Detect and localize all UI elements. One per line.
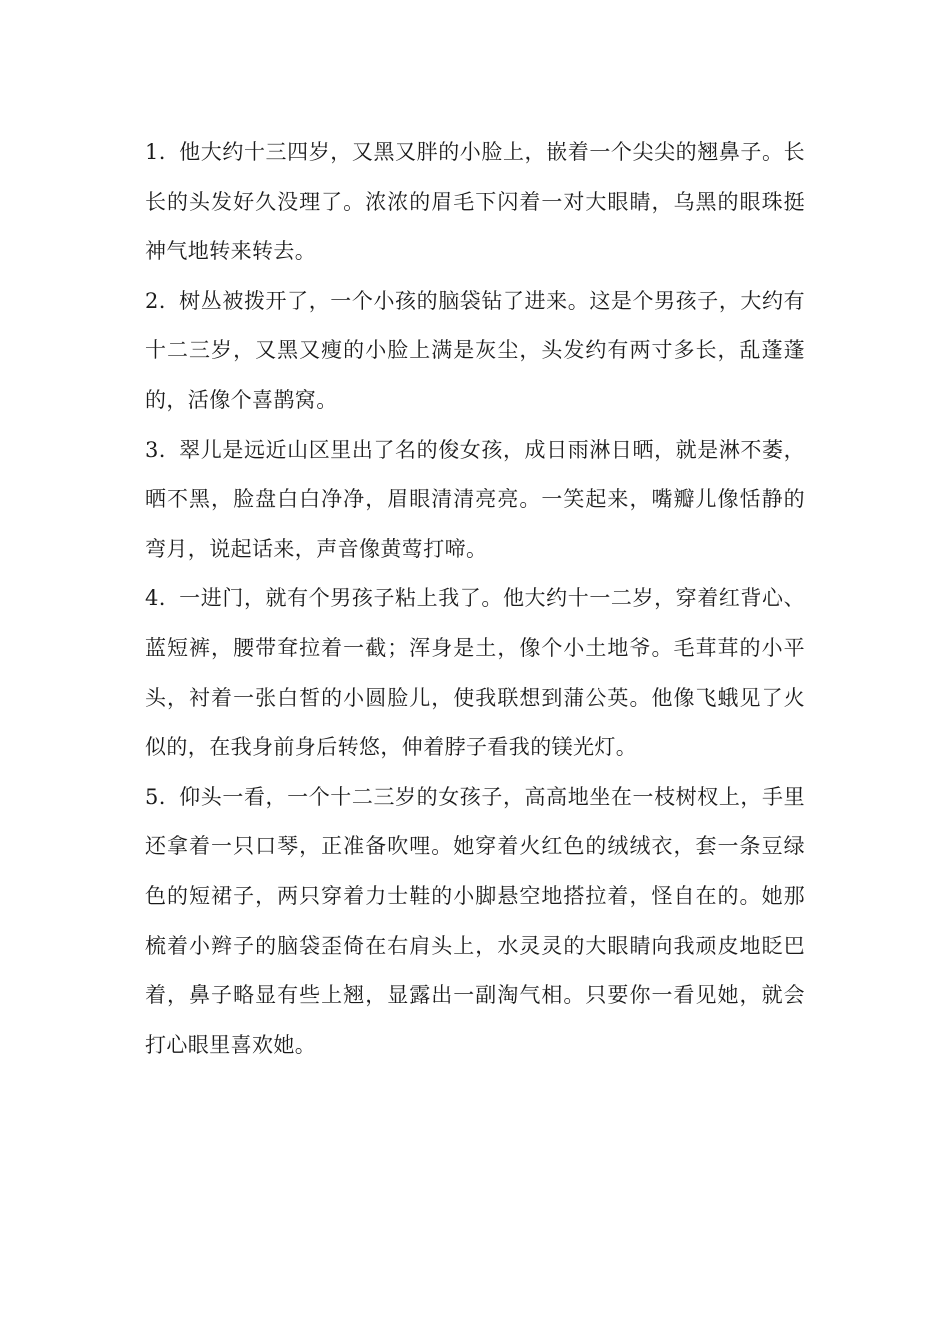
paragraph-4 — [145, 574, 805, 772]
paragraph-number: 4. — [145, 586, 166, 611]
paragraph-number: 2. — [145, 288, 166, 313]
paragraph-number: 1. — [145, 140, 166, 164]
paragraph-5 — [145, 773, 805, 1071]
paragraph-2 — [145, 277, 805, 426]
paragraph-text: 树丛被拨开了，一个小孩的脑袋钻了进来。这是个男孩子，大约有十二三岁，又黑又瘦的小脸上满是灰尘，头发约有两寸多长，乱蓬蓬的，活像个喜鹊窝。 — [145, 288, 805, 412]
paragraph-text: 翠儿是远近山区里出了名的俊女孩，成日雨淋日晒，就是淋不萎，晒不黑，脸盘白白净净，眉眼清清亮亮。一笑起来，嘴瓣儿像恬静的弯月，说起话来，声音像黄莺打啼。 — [145, 437, 805, 561]
paragraph-text: 他大约十三四岁，又黑又胖的小脸上，嵌着一个尖尖的翘鼻子。长长的头发好久没理了。浓浓的眉毛下闪着一对大眼睛，乌黑的眼珠挺神气地转来转去。 — [145, 140, 805, 264]
paragraph-1 — [145, 128, 805, 277]
paragraph-number: 5. — [145, 784, 166, 809]
paragraph-number: 3. — [145, 437, 166, 462]
document-body — [145, 128, 805, 1070]
paragraph-text: 一进门，就有个男孩子粘上我了。他大约十一二岁，穿着红背心、蓝短裤，腰带耷拉着一截；浑身是土，像个小土地爷。毛茸茸的小平头，衬着一张白皙的小圆脸儿，使我联想到蒲公英。他像飞蛾见了火似的，在我身前身后转悠，伸着脖子看我的镁光灯。 — [145, 586, 805, 760]
paragraph-text: 仰头一看，一个十二三岁的女孩子，高高地坐在一枝树杈上，手里还拿着一只口琴，正准备吹哩。她穿着火红色的绒绒衣，套一条豆绿色的短裙子，两只穿着力士鞋的小脚悬空地搭拉着，怪自在的。她那梳着小辫子的脑袋歪倚在右肩头上，水灵灵的大眼睛向我顽皮地眨巴着，鼻子略显有些上翘，显露出一副淘气相。只要你一看见她，就会打心眼里喜欢她。 — [145, 784, 805, 1057]
paragraph-3 — [145, 426, 805, 575]
